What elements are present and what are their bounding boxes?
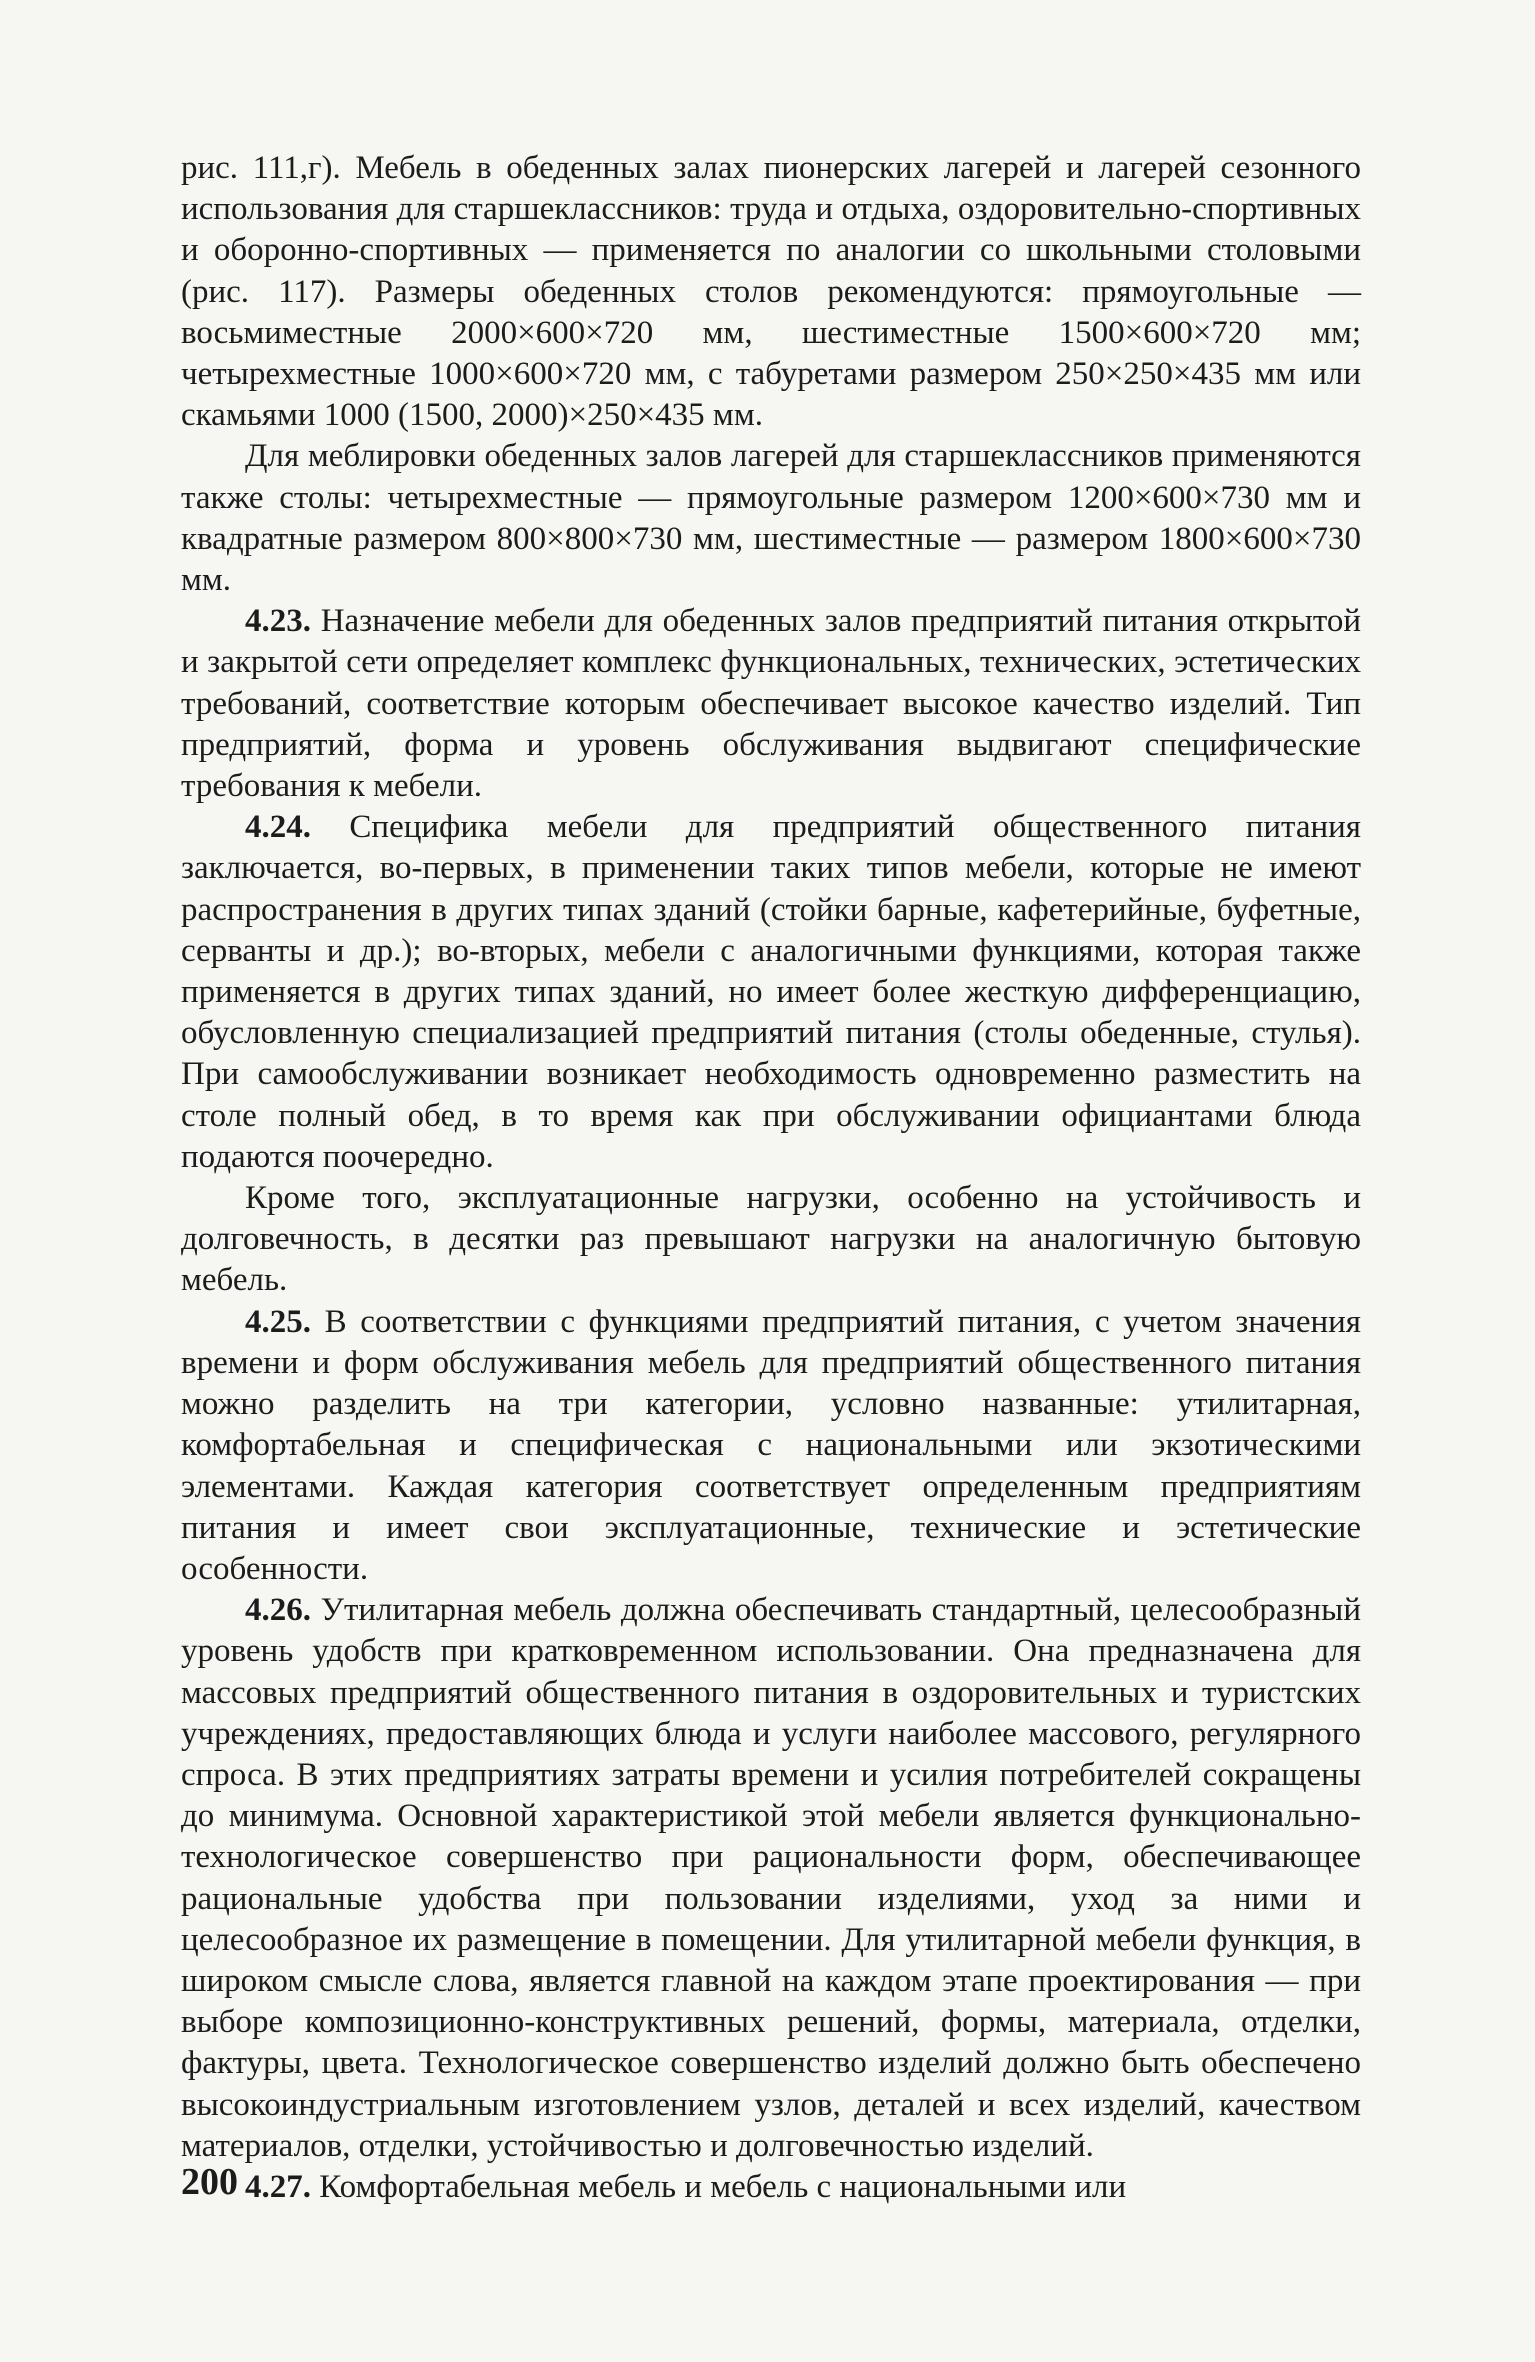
section-number: 4.24. — [245, 809, 311, 846]
paragraph-text: В соответствии с функциями предприятий питания, с учетом значения времени и форм обслуживания мебель для предприятий общественного питания можно разделить на три категории, условно названные: утилитарная, комфортабельная и специфическая с национальными или экзотическими элементами. Каждая категория соответствует определенным предприятиям питания и имеет свои эксплуатационные, технические и эстетические особенности. — [181, 1303, 1361, 1587]
paragraph — [181, 1178, 1361, 1302]
section-number: 4.27. — [245, 2168, 311, 2205]
section-number: 4.26. — [245, 1592, 311, 1629]
section-number: 4.25. — [245, 1303, 311, 1340]
paragraph-text: Назначение мебели для обеденных залов предприятий питания открытой и закрытой сети определяет комплекс функциональных, технических, эстетических требований, соответствие которым обеспечивает высокое качество изделий. Тип предприятий, форма и уровень обслуживания выдвигают специфические требования к мебели. — [181, 603, 1361, 805]
paragraph-4-24 — [181, 807, 1361, 1178]
section-number: 4.23. — [245, 603, 311, 640]
paragraph-text: Для меблировки обеденных залов лагерей для старшеклассников применяются также столы: четырехместные — прямоугольные размером 1200×600×730 мм и квадратные размером 800×800×730 мм, шестиместные — размером 1800×600×730 мм. — [181, 438, 1361, 599]
paragraph-text: Специфика мебели для предприятий общественного питания заключается, во-первых, в применении таких типов мебели, которые не имеют распространения в других типах зданий (стойки барные, кафетерийные, буфетные, серванты и др.); во-вторых, мебели с аналогичными функциями, которая также применяется в других типах зданий, но имеет более жесткую дифференциацию, обусловленную специализацией предприятий питания (столы обеденные, стулья). При самообслуживании возникает необходимость одновременно разместить на столе полный обед, в то время как при обслуживании официантами блюда подаются поочередно. — [181, 809, 1361, 1175]
paragraph-continuation — [181, 148, 1361, 436]
paragraph-4-26 — [181, 1590, 1361, 2167]
page-number: 200 — [181, 2161, 238, 2203]
paragraph-4-27 — [181, 2167, 1361, 2208]
paragraph-text: рис. 111,г). Мебель в обеденных залах пионерских лагерей и лагерей сезонного использования для старшеклассников: труда и отдыха, оздоровительно-спортивных и оборонно-спортивных — применяется по аналогии со школьными столовыми (рис. 117). Размеры обеденных столов рекомендуются: прямоугольные — восьмиместные 2000×600×720 мм, шестиместные 1500×600×720 мм; четырехместные 1000×600×720 мм, с табуретами размером 250×250×435 мм или скамьями 1000 (1500, 2000)×250×435 мм. — [181, 150, 1361, 434]
paragraph-4-23 — [181, 601, 1361, 807]
paragraph — [181, 436, 1361, 601]
paragraph-text: Утилитарная мебель должна обеспечивать стандартный, целесообразный уровень удобств при кратковременном использовании. Она предназначена для массовых предприятий общественного питания в оздоровительных и туристских учреждениях, предоставляющих блюда и услуги наиболее массового, регулярного спроса. В этих предприятиях затраты времени и усилия потребителей сокращены до минимума. Основной характеристикой этой мебели является функционально-технологическое совершенство при рациональности форм, обеспечивающее рациональные удобства при пользовании изделиями, уход за ними и целесообразное их размещение в помещении. Для утилитарной мебели функция, в широком смысле слова, является главной на каждом этапе проектирования — при выборе композиционно-конструктивных решений, формы, материала, отделки, фактуры, цвета. Технологическое совершенство изделий должно быть обеспечено высокоиндустриальным изготовлением узлов, деталей и всех изделий, качеством материалов, отделки, устойчивостью и долговечностью изделий. — [181, 1592, 1361, 2164]
paragraph-4-25 — [181, 1302, 1361, 1590]
page-body — [181, 148, 1361, 2208]
paragraph-text: Комфортабельная мебель и мебель с национальными или — [311, 2168, 1127, 2205]
paragraph-text: Кроме того, эксплуатационные нагрузки, особенно на устойчивость и долговечность, в десятки раз превышают нагрузки на аналогичную бытовую мебель. — [181, 1180, 1361, 1299]
